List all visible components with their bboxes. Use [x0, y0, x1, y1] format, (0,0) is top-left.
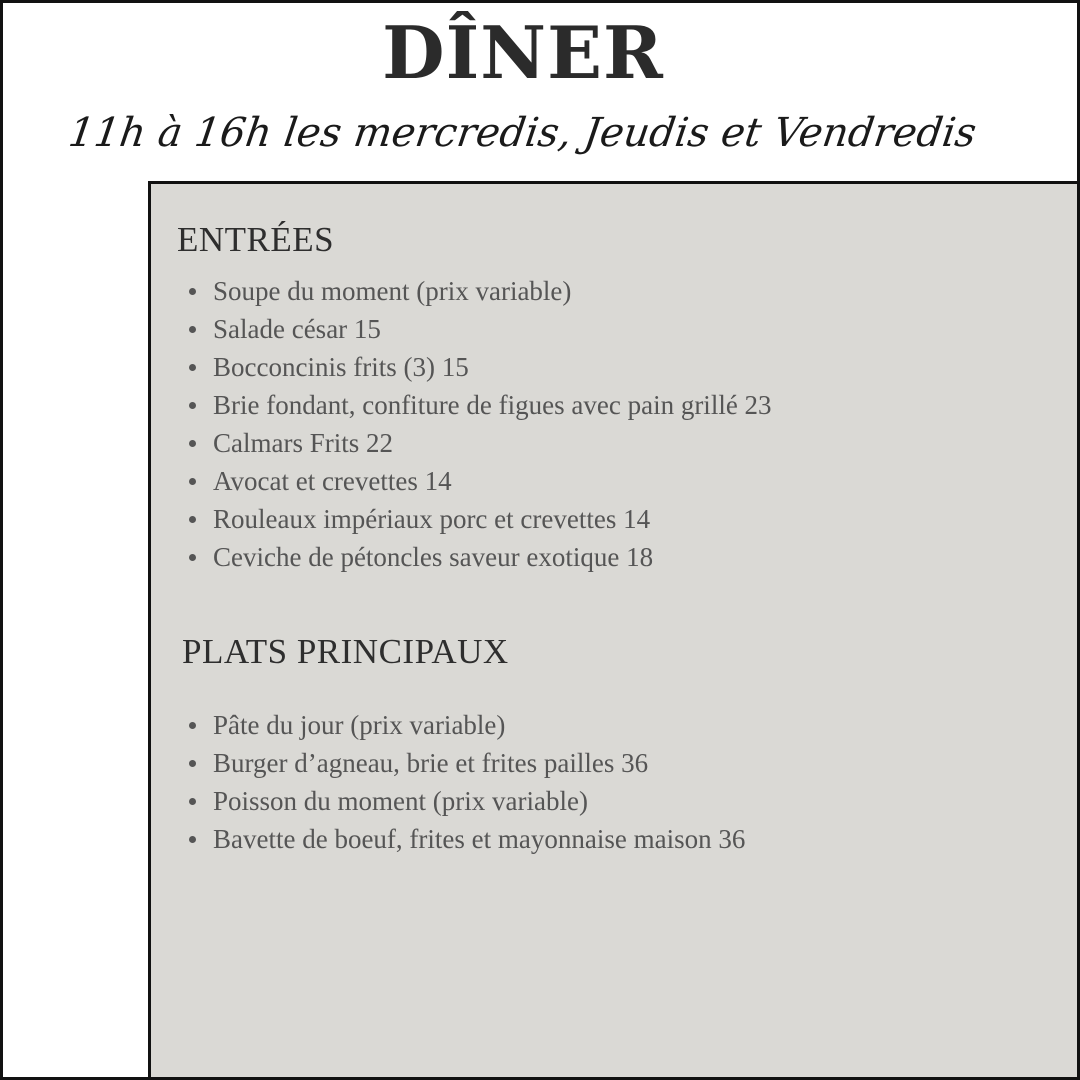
entrees-list [185, 272, 772, 576]
bullet-icon [189, 478, 196, 485]
bullet-icon [189, 516, 196, 523]
bullet-icon [189, 440, 196, 447]
list-item [185, 310, 772, 348]
entrees-heading: ENTRÉES [177, 220, 335, 259]
bullet-icon [189, 760, 196, 767]
menu-item-label: Avocat et crevettes 14 [213, 466, 452, 496]
bullet-icon [189, 364, 196, 371]
bullet-icon [189, 722, 196, 729]
menu-item-label: Poisson du moment (prix variable) [213, 786, 588, 816]
menu-item-label: Pâte du jour (prix variable) [213, 710, 506, 740]
menu-item-label: Rouleaux impériaux porc et crevettes 14 [213, 504, 651, 534]
list-item [185, 272, 772, 310]
menu-title: DÎNER [382, 10, 664, 95]
list-item [185, 462, 772, 500]
menu-item-label: Bavette de boeuf, frites et mayonnaise maison 36 [213, 824, 746, 854]
list-item [185, 706, 745, 744]
list-item [185, 538, 772, 576]
bullet-icon [189, 326, 196, 333]
plats-list [185, 706, 745, 858]
list-item [185, 500, 772, 538]
list-item [185, 782, 745, 820]
menu-item-label: Salade césar 15 [213, 314, 381, 344]
bullet-icon [189, 402, 196, 409]
list-item [185, 386, 772, 424]
menu-item-label: Brie fondant, confiture de figues avec pain grillé 23 [213, 390, 772, 420]
menu-panel [148, 181, 1080, 1080]
menu-item-label: Burger d’agneau, brie et frites pailles 36 [213, 748, 649, 778]
menu-item-label: Calmars Frits 22 [213, 428, 393, 458]
list-item [185, 744, 745, 782]
plats-principaux-heading: PLATS PRINCIPAUX [182, 632, 509, 671]
bullet-icon [189, 554, 196, 561]
bullet-icon [189, 798, 196, 805]
bullet-icon [189, 836, 196, 843]
bullet-icon [189, 288, 196, 295]
menu-item-label: Soupe du moment (prix variable) [213, 276, 572, 306]
menu-item-label: Ceviche de pétoncles saveur exotique 18 [213, 542, 654, 572]
list-item [185, 424, 772, 462]
list-item [185, 820, 745, 858]
list-item [185, 348, 772, 386]
menu-hours-subtitle: 11h à 16h les mercredis, Jeudis et Vendredis [65, 110, 980, 156]
menu-item-label: Bocconcinis frits (3) 15 [213, 352, 469, 382]
